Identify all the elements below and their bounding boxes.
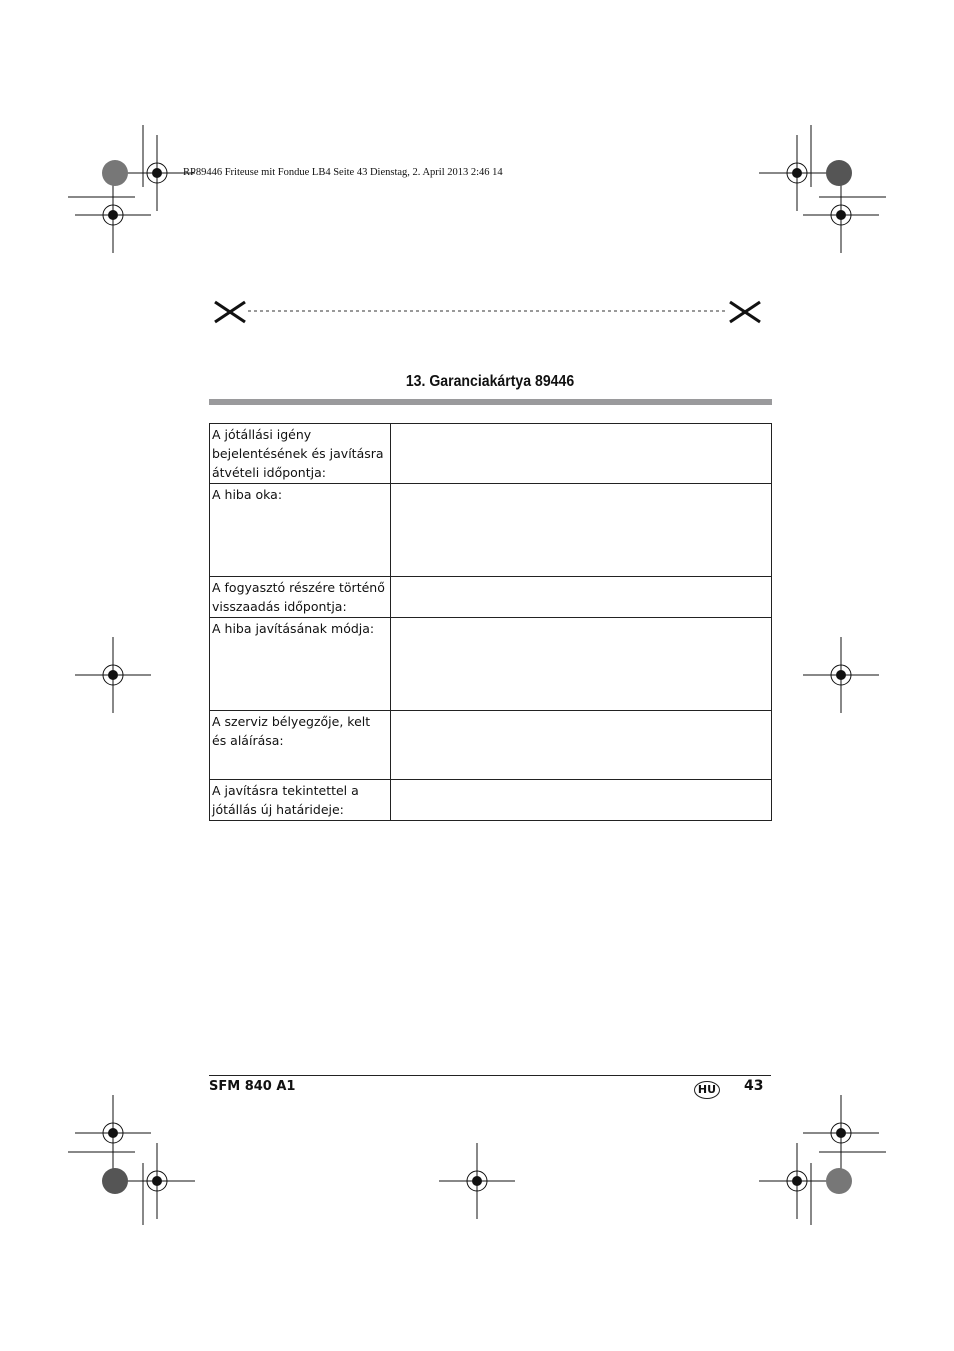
row-label: A hiba javításának módja: [210,618,391,711]
row-value [391,780,772,821]
registration-mark-icon [119,1143,195,1219]
row-label: A jótállási igény bejelentésének és javításra átvételi időpontja: [210,424,391,484]
language-badge: HU [694,1081,720,1099]
row-value [391,618,772,711]
registration-mark-icon [439,1143,515,1219]
table-row [210,711,772,780]
page-title: 13. Garanciakártya 89446 [405,373,575,390]
table-row [210,484,772,577]
registration-mark-icon [803,637,879,713]
row-value [391,711,772,780]
registration-mark-icon [75,177,151,253]
registration-mark-icon [759,1143,835,1219]
row-value [391,484,772,577]
title-rule [209,399,772,405]
scissors-icon [215,302,245,322]
table-row [210,618,772,711]
registration-mark-icon [75,637,151,713]
table-row [210,577,772,618]
registration-mark-icon [75,1095,151,1171]
row-label: A szerviz bélyegzője, kelt és aláírása: [210,711,391,780]
warranty-table [209,423,772,821]
page-number: 43 [744,1078,764,1094]
model-number: SFM 840 A1 [209,1079,296,1094]
row-value [391,424,772,484]
registration-mark-icon [759,135,835,211]
row-value [391,577,772,618]
registration-mark-icon [803,177,879,253]
table-row [210,780,772,821]
row-label: A javításra tekintettel a jótállás új határideje: [210,780,391,821]
row-label: A hiba oka: [210,484,391,577]
row-label: A fogyasztó részére történő visszaadás időpontja: [210,577,391,618]
registration-mark-icon [803,1095,879,1171]
table-row [210,424,772,484]
print-slug: RP89446 Friteuse mit Fondue LB4 Seite 43 Dienstag, 2. April 2013 2:46 14 [183,167,503,178]
scissors-icon [730,302,760,322]
footer-rule [209,1075,771,1076]
